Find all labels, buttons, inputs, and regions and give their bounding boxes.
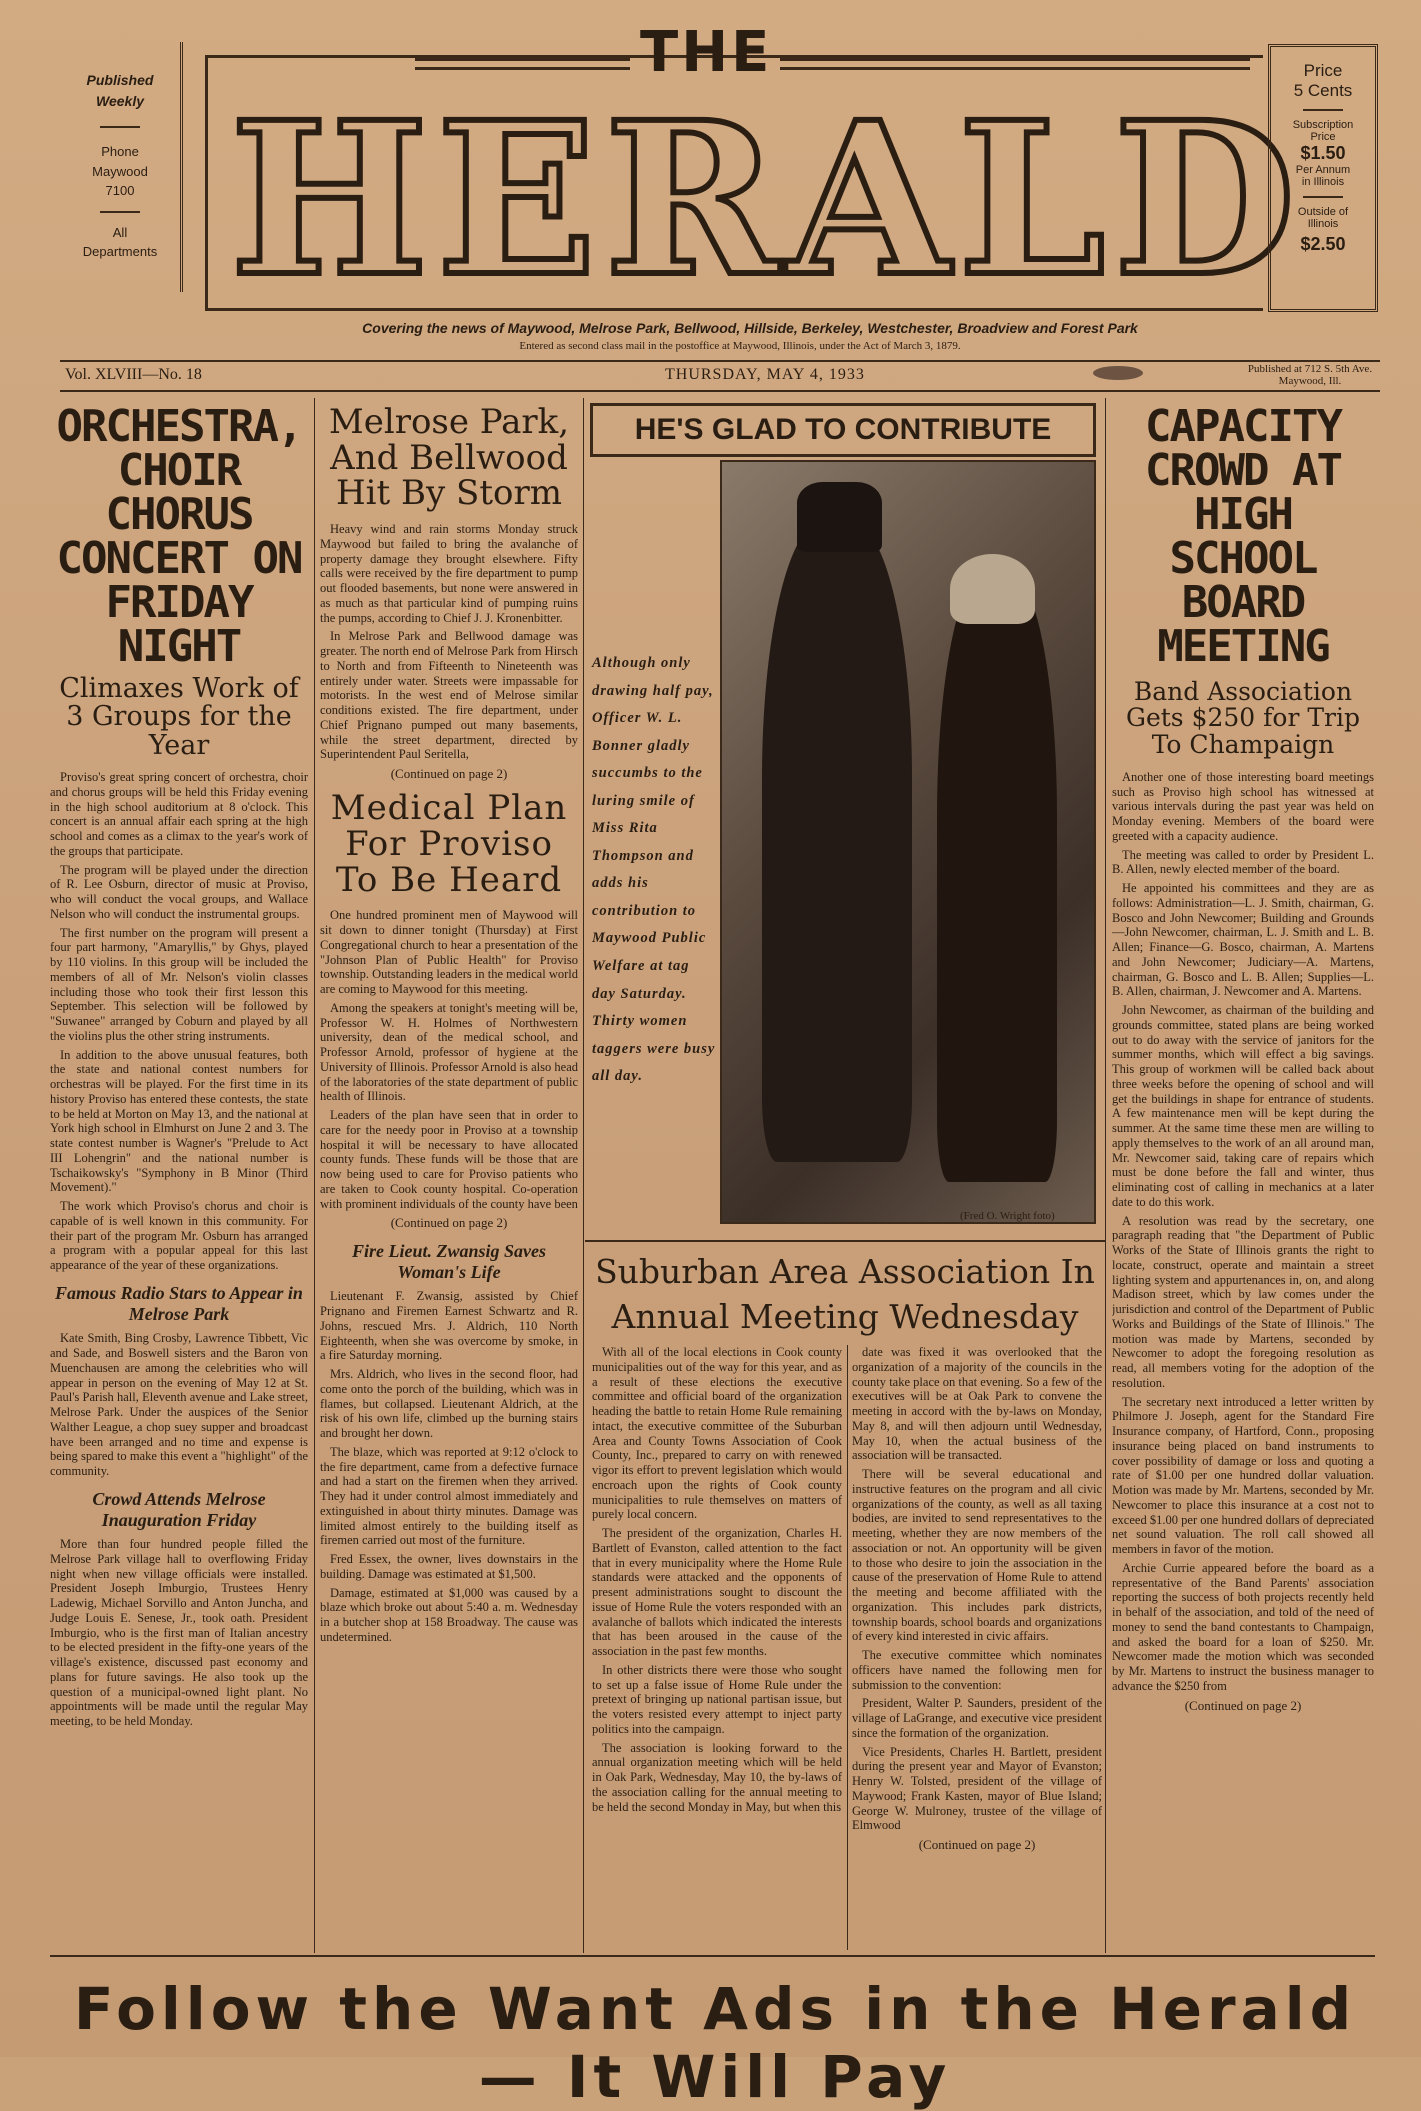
paragraph: President, Walter P. Saunders, president of the village of LaGrange, and executive vice president since the formation of the organization. (852, 1696, 1102, 1740)
phone-number: 7100 (105, 183, 135, 198)
price-box (1268, 44, 1378, 312)
paragraph: The meeting was called to order by President L. B. Allen, newly elected member of the board. (1112, 847, 1374, 877)
paragraph: In addition to the above unusual features, both the state and national contest numbers for orchestras will be played. For the first time in its history Proviso has entered these contests, the state to be held at Morton on May 13, and the national at York high school in Elmhurst on June 2 and 3. The state contest number is Wagner's "Prelude to Act III Lohengrin" and the national number is Tschaikowsky's "Symphony in B Minor (Third Movement)." (50, 1047, 308, 1195)
paragraph: Fred Essex, the owner, lives downstairs in the building. Damage was estimated at $1,500. (320, 1552, 578, 1581)
paragraph: More than four hundred people filled the Melrose Park village hall to overflowing Friday night when new village officials were installed. President Joseph Imburgio, Trustees Henry Ladewig, Michael Sorvillo and Anton Juncha, and Judge Louis E. Senese, Jr., took oath. President Imburgio, who is the first man of Italian ancestry to be elected president in the fifty-one years of the village's existence, discussed past economy and plans for future savings. He also took up the question of a municipal-owned light plant. No appointments will be made until the regular May meeting, to be held Monday. (50, 1537, 308, 1729)
volume-number: Vol. XLVIII—No. 18 (65, 366, 202, 383)
phone-label: Phone (101, 144, 139, 159)
outside-price: $2.50 (1300, 234, 1346, 254)
published-weekly-box (60, 42, 183, 292)
paragraph: Another one of those interesting board meetings such as Proviso high school has witnessed at various intervals during the past year was held on Monday evening. Members of the board were greeted with a capacity audience. (1112, 769, 1374, 843)
column-rule (847, 1345, 848, 1950)
woman-figure (937, 572, 1057, 1182)
paragraph: In other districts there were those who sought to set up a false issue of Home Rule under the pretext of bringing up national partisan issue, but the voters resisted every attempt to inject party politics into the campaign. (592, 1662, 842, 1736)
column-rule (314, 398, 315, 1953)
published-address: Published at 712 S. 5th Ave. Maywood, Ill. (1247, 363, 1373, 387)
continued-note: (Continued on page 2) (390, 766, 508, 782)
headline-suburban-area: Suburban Area Association In Annual Meeting Wednesday (595, 1252, 1095, 1336)
headline-capacity-crowd: CAPACITY CROWD AT HIGH SCHOOL BOARD MEETING (1145, 405, 1341, 672)
headline-concert: ORCHESTRA, CHOIR CHORUS CONCERT ON FRIDAY NIGHT (56, 405, 302, 672)
photo-headline: HE'S GLAD TO CONTRIBUTE (590, 403, 1096, 457)
paragraph: With all of the local elections in Cook county municipalities out of the way for this year, and as a result of these elections the executive committee and official board of the organization heading the battle to retain Home Rule remaining intact, the executive committee of the Suburban Area and County Towns Association of Cook County, Inc., prepared to carry on with renewed vigor its effort to prevent legislation which would encroach upon the rights of Cook county municipalities to rule themselves on matters of purely local concern. (592, 1345, 842, 1522)
subhead-fire-lieut: Fire Lieut. Zwansig Saves Woman's Life (351, 1240, 546, 1283)
the-left-rule (415, 58, 630, 70)
paragraph: One hundred prominent men of Maywood will sit down to dinner tonight (Thursday) at First Congregational church to hear a presentation of the "Johnson Plan of Public Health" for Proviso township. Outstanding leaders in the medical world are coming to Maywood for this meeting. (320, 908, 578, 997)
the-right-rule (780, 58, 1250, 70)
paragraph: Damage, estimated at $1,000 was caused by a blaze which broke out about 5:40 a. m. Wednesday in a butcher shop at 158 Broadway. The cause was undetermined. (320, 1585, 578, 1644)
paragraph: date was fixed it was overlooked that the organization of a majority of the councils in the county take place on that evening. So a few of the executives will be at Oak Park to convene the meeting in accord with the by-laws on Monday, May 8, and will then adjourn until Wednesday, May 10, when the actual business of the association will be transacted. (852, 1345, 1102, 1463)
paragraph: The blaze, which was reported at 9:12 o'clock to the fire department, came from a defective furnace and had a start on the firemen when they arrived. They had it under control almost immediately and extinguished in about thirty minutes. Damage was limited almost entirely to the building itself as firemen carried out most of the furniture. (320, 1444, 578, 1548)
masthead-title: HERALD (230, 76, 1304, 323)
subscription-price-label: Price (1310, 131, 1336, 143)
in-illinois: in Illinois (1301, 176, 1345, 188)
continued-note: (Continued on page 2) (390, 1215, 508, 1231)
footer-rule (50, 1955, 1375, 1957)
photo-credit: (Fred O. Wright foto) (960, 1210, 1055, 1222)
officer-cap (797, 482, 882, 552)
column-rule (1105, 398, 1106, 1953)
continued-note: (Continued on page 2) (1184, 1697, 1302, 1713)
deck-band-association: Band Association Gets $250 for Trip To Champaign (1126, 677, 1360, 759)
paragraph: Vice Presidents, Charles H. Bartlett, president during the present year and Mayor of Evanston; Henry W. Tolsted, president of the village of Maywood; Frank Kasten, mayor of Blue Island; George W. Mulroney, trustee of the village of Elmwood (852, 1744, 1102, 1833)
paragraph: Proviso's great spring concert of orchestra, choir and chorus groups will be held this Friday evening in the high school auditorium at 8 o'clock. This concert is an annual affair each spring at the high school and comes as a climax to the year's work of the groups that participate. (50, 770, 308, 858)
outside-illinois: Illinois (1307, 218, 1339, 230)
column-suburban-right (852, 1345, 1102, 1950)
paragraph: Among the speakers at tonight's meeting will be, Professor W. H. Holmes of Northwestern university, dean of the medical school, and Professor Arnold, professor of hygiene at the University of Illinois. Professor Arnold is also head of the laboratories of the state department of public health of Illinois. (320, 1000, 578, 1104)
phone-exchange: Maywood (92, 163, 148, 179)
masthead-the: THE (640, 20, 773, 85)
column-suburban-left (592, 1345, 842, 1950)
officer-figure (762, 522, 912, 1162)
paragraph: John Newcomer, as chairman of the building and grounds committee, stated plans are being worked out to do away with the service of janitors for the summer months, which will effect a big savings. This group of workmen will be called back about three weeks before the opening of school and will get the buildings in shape for entrance of students. A few maintenance men will be kept during the summer. At the same time these men are willing to apply themselves to the work of an all around man, Mr. Newcomer said, taking care of repairs which must be done before the fall and winter, thus eliminating cost of calling in mechanics at a later date to do this work. (1112, 1003, 1374, 1209)
subhead-radio-stars: Famous Radio Stars to Appear in Melrose Park (55, 1282, 303, 1325)
entered-notice: Entered as second class mail in the postoffice at Maywood, Illinois, under the Act of March 3, 1879. (519, 340, 961, 352)
seal-icon (1093, 366, 1143, 380)
paragraph: Archie Currie appeared before the board as a representative of the Band Parents' association reporting the success of both projects recently held in behalf of the association, and told of the need of money to send the band contestants to Champaign, and asked the board for a loan of $250. Mr. Newcomer made the motion which was seconded by Mr. Martens to instruct the business manager to advance the $250 from (1112, 1560, 1374, 1693)
photo-caption: Although only drawing half pay, Officer W. L. Bonner gladly succumbs to the luring smile of Miss Rita Thompson and adds his contribution to Maywood Public Welfare at tag day Saturday. Thirty women taggers were busy all day. (592, 655, 716, 1085)
coverage-line: Covering the news of Maywood, Melrose Park, Bellwood, Hillside, Berkeley, Westchester, Broadview and Forest Park (362, 320, 1138, 336)
paragraph: The first number on the program will present a four part harmony, "Amaryllis," by Ghys, played by 110 violins. In this group will be included the members of all of Mr. Nelson's violin classes including those who took their first lesson this September. This selection will be followed by "Suwanee" arranged by Coburn and played by all the violins plus the other string instruments. (50, 925, 308, 1043)
paragraph: A resolution was read by the secretary, one paragraph reading that "the Department of Public Works of the State of Illinois grants the right to locate, construct, operate and maintain a street lighting system and appurtenances in, on, and along Madison street, which by law comes under the jurisdiction and control of the Department of Public Works and Buildings of the State of Illinois." The motion was made by Martens, seconded by Newcomer to adopt the foregoing resolution as read, all members voting for the adoption of the resolution. (1112, 1213, 1374, 1390)
paragraph: The executive committee which nominates officers have named the following men for submission to the convention: (852, 1648, 1102, 1692)
price-value: 5 Cents (1293, 81, 1353, 100)
outside-of: Outside of (1297, 206, 1349, 218)
paragraph: There will be several educational and instructive features on the program and all civic organizations of the county, as well as all taxing bodies, are invited to send representatives to the meeting, whether they are now members of the association or not. An opportunity will be given to those who desire to join the association in the cause of the preservation of Home Rule to attend the meeting and become affiliated with the organization. This includes park districts, township boards, school boards and organizations of every kind interested in civic affairs. (852, 1467, 1102, 1644)
paragraph: The program will be played under the direction of R. Lee Osburn, director of music at Proviso, who will conduct the vocal groups, and Wallace Nelson who will conduct the instrumental groups. (50, 862, 308, 921)
officer-photo (720, 460, 1096, 1224)
subhead-inauguration: Crowd Attends Melrose Inauguration Friday (92, 1488, 266, 1530)
paragraph: He appointed his committees and they are as follows: Administration—L. J. Smith, chairman, G. Bosco and John Newcomer; Building and Grounds—John Newcomer, chairman, L. J. Smith and L. B. Allen; Finance—G. Bosco, chairman, A. Martens and John Newcomer; Judiciary—A. Martens, chairman, G. Bosco and L. B. Allen; Supplies—L. B. Allen, chairman, J. Newcomer and A. Martens. (1112, 881, 1374, 999)
want-ads-banner: Follow the Want Ads in the Herald — It Will Pay (73, 1975, 1357, 2111)
paragraph: Kate Smith, Bing Crosby, Lawrence Tibbett, Vic and Sade, and Boswell sisters and the Baron von Muenchausen are among the celebrities who will appear in person on the evening of May 12 at St. Paul's Parish hall, Eleventh avenue and Lake street, Melrose Park. Under the auspices of the Senior Walther League, a chop suey supper and broadcast have been arranged and no time and expense is being spared to make this event a "highlight" of the community. (50, 1331, 308, 1478)
paragraph: The association is looking forward to the annual organization meeting which will be held in Oak Park, Wednesday, May 10, the by-laws of the association calling for the annual meeting to be held the second Monday in May, but when this (592, 1740, 842, 1814)
woman-hat (950, 554, 1035, 624)
paragraph: Leaders of the plan have seen that in order to care for the needy poor in Proviso at a township hospital it will be necessary to have allocated county funds. These funds will be those that are now being used to care for Proviso patients who are taken to Cook county hospital. Co-operation with prominent individuals of the county have been (320, 1108, 578, 1211)
weekly-label: Weekly (96, 93, 144, 109)
headline-medical-plan: Medical Plan For Proviso To Be Heard (330, 788, 568, 900)
column-board-meeting (1112, 405, 1374, 1945)
paragraph: Heavy wind and rain storms Monday struck Maywood but failed to bring the avalanche of property damage they brought elsewhere. Fifty calls were received by the fire department to pump out flooded basements, but none were answered in as much as that particular kind of pumping ruins the pumps, according to Chief J. J. Kronenbitter. (320, 522, 578, 625)
paragraph: Lieutenant F. Zwansig, assisted by Chief Prignano and Firemen Earnest Schwartz and R. Johns, rescued Mrs. J. Aldrich, 110 North Eighteenth, when she was overcome by smoke, in a fire Saturday morning. (320, 1289, 578, 1363)
dateline-bar (60, 360, 1380, 392)
section-rule (585, 1240, 1105, 1242)
paragraph: Mrs. Aldrich, who lives in the second floor, had come onto the porch of the building, which was in flames, but collapsed. Lieutenant Aldrich, at the risk of his own life, climbed up the burning stairs and brought her down. (320, 1367, 578, 1440)
headline-storm: Melrose Park, And Bellwood Hit By Storm (328, 405, 570, 514)
column-rule (583, 398, 584, 1953)
price-label: Price (1303, 61, 1343, 80)
paragraph: In Melrose Park and Bellwood damage was greater. The north end of Melrose Park from Hirsch to North and from Fifteenth to Nineteenth was entirely under water. Streets were impassable for motorists. In the west end of Melrose similar conditions existed. The fire department, under Chief Prignano pumped out many basements, while the street department, directed by Superintendent Paul Seritella, (320, 629, 578, 762)
column-storm (320, 405, 578, 1945)
issue-date: THURSDAY, MAY 4, 1933 (665, 366, 865, 383)
per-annum: Per Annum (1295, 164, 1351, 176)
departments-label: Departments (82, 244, 158, 259)
published-label: Published (86, 72, 154, 88)
all-label: All (112, 224, 128, 240)
continued-note: (Continued on page 2) (918, 1837, 1036, 1852)
subscription-label: Subscription (1292, 119, 1354, 131)
deck-concert: Climaxes Work of 3 Groups for the Year (59, 673, 299, 761)
column-concert (50, 405, 308, 1945)
paragraph: The president of the organization, Charles H. Bartlett of Evanston, called attention to the fact that in every municipality where the Home Rule standards were attacked and the opponents of present administrations sought to discount the issue of Home Rule the voters responded with an avalanche of ballots which indicated the interests that has been aroused in the cause of the association in the past few months. (592, 1526, 842, 1658)
paragraph: The work which Proviso's chorus and choir is capable of is well known in this community. For their part of the program Mr. Osburn has arranged a program with a popular appeal for this last appearance of the year of these organizations. (50, 1199, 308, 1273)
subscription-price: $1.50 (1300, 143, 1346, 163)
paragraph: The secretary next introduced a letter written by Philmore J. Joseph, agent for the Standard Fire Insurance company, of Hartford, Conn., proposing insurance being placed on band instruments to cover possibility of damage or loss and quoting a rate of $1.00 per one hundred dollar valuation. Motion was made by Mr. Martens, seconded by Mr. Newcomer to place this insurance at a cost not to exceed $1.00 per one hundred dollars of depreciated net sound valuation. The roll call showed all members in favor of the motion. (1112, 1394, 1374, 1556)
